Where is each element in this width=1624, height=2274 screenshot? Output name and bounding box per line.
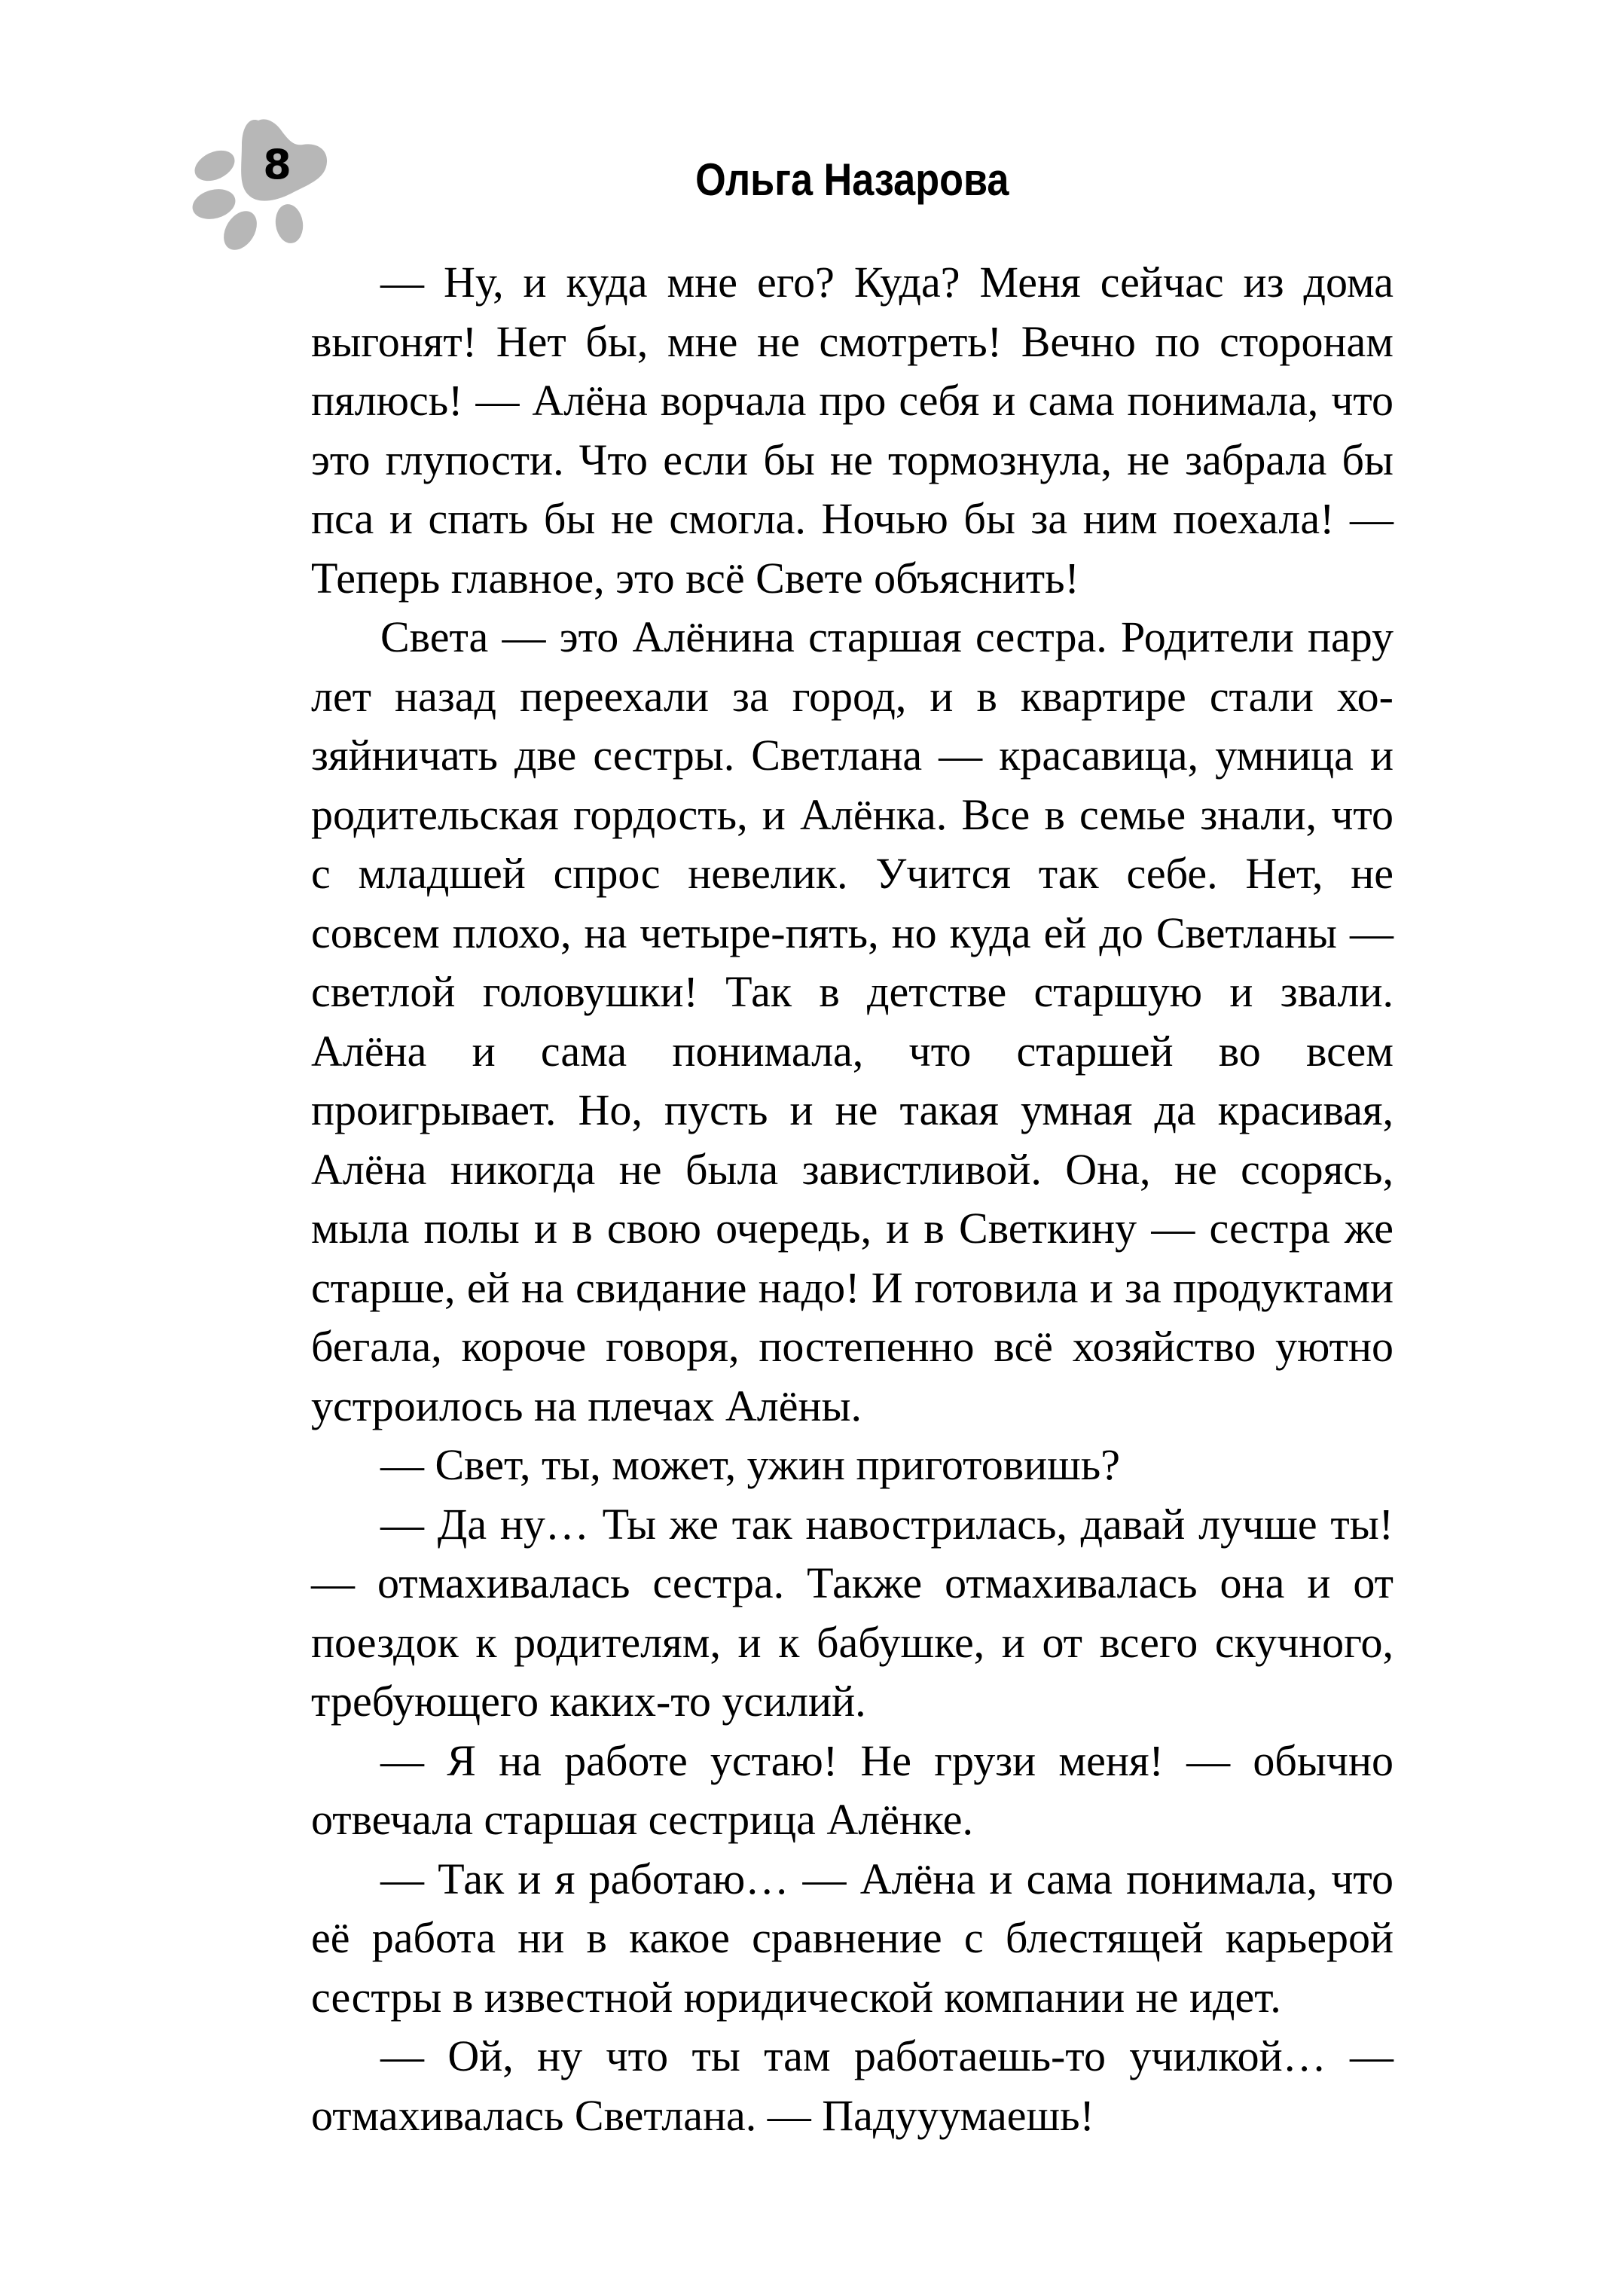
- paragraph: — Ой, ну что ты там работаешь-то училкой… — отмахивалась Светлана. — Падууумаешь!: [311, 2031, 1394, 2140]
- paragraph: — Я на работе устаю! Не грузи меня! — обычно отвечала старшая сестрица Алёнке.: [311, 1735, 1394, 1844]
- body-text: [311, 253, 1394, 2145]
- running-head: [311, 154, 1394, 206]
- paragraph: — Так и я работаю… — Алёна и сама понимала, что её работа ни в какое сравнение с блестящей карьерой сестры в известной юридической компании не идет.: [311, 1854, 1394, 2022]
- paragraph: — Ну, и куда мне его? Куда? Меня сейчас из дома выгонят! Нет бы, мне не смотреть! Вечно по сторонам пялюсь! — Алёна ворчала про себя и сама понимала, что это глупости. Что если бы не тормознула, не забрала бы пса и спать бы не смогла. Ночью бы за ним поехала! — Теперь главное, это всё Свете объяснить!: [311, 258, 1394, 603]
- paragraph: — Свет, ты, может, ужин приготовишь?: [380, 1440, 1120, 1489]
- paragraph: Света — это Алёнина старшая сестра. Родители пару лет назад переехали за город, и в квартире стали хозяйничать две сестры. Светлана — красавица, умница и родительская гордость, и Алёнка. Все в семье знали, что с младшей спрос невелик. Учится так себе. Нет, не совсем плохо, на четыре-пять, но куда ей до Светланы — светлой головушки! Так в детстве старшую и звали. Алёна и сама понимала, что старшей во всем проигрывает. Но, пусть и не такая умная да красивая, Алёна никогда не была завистливой. Она, не ссорясь, мыла полы и в свою очередь, и в Светкину — сестра же старше, ей на свидание надо! И готовила и за продуктами бегала, короче говоря, постепенно всё хозяйство уютно устроилось на плечах Алёны.: [311, 612, 1394, 1430]
- running-head-text: Ольга Назарова: [695, 154, 1009, 205]
- paragraph: — Да ну… Ты же так навострилась, давай лучше ты! — отмахивалась сестра. Также отмахивалась она и от поездок к родителям, и к бабушке, и от всего скучного, требующего каких-то усилий.: [311, 1499, 1394, 1726]
- page-number: 8: [263, 141, 292, 188]
